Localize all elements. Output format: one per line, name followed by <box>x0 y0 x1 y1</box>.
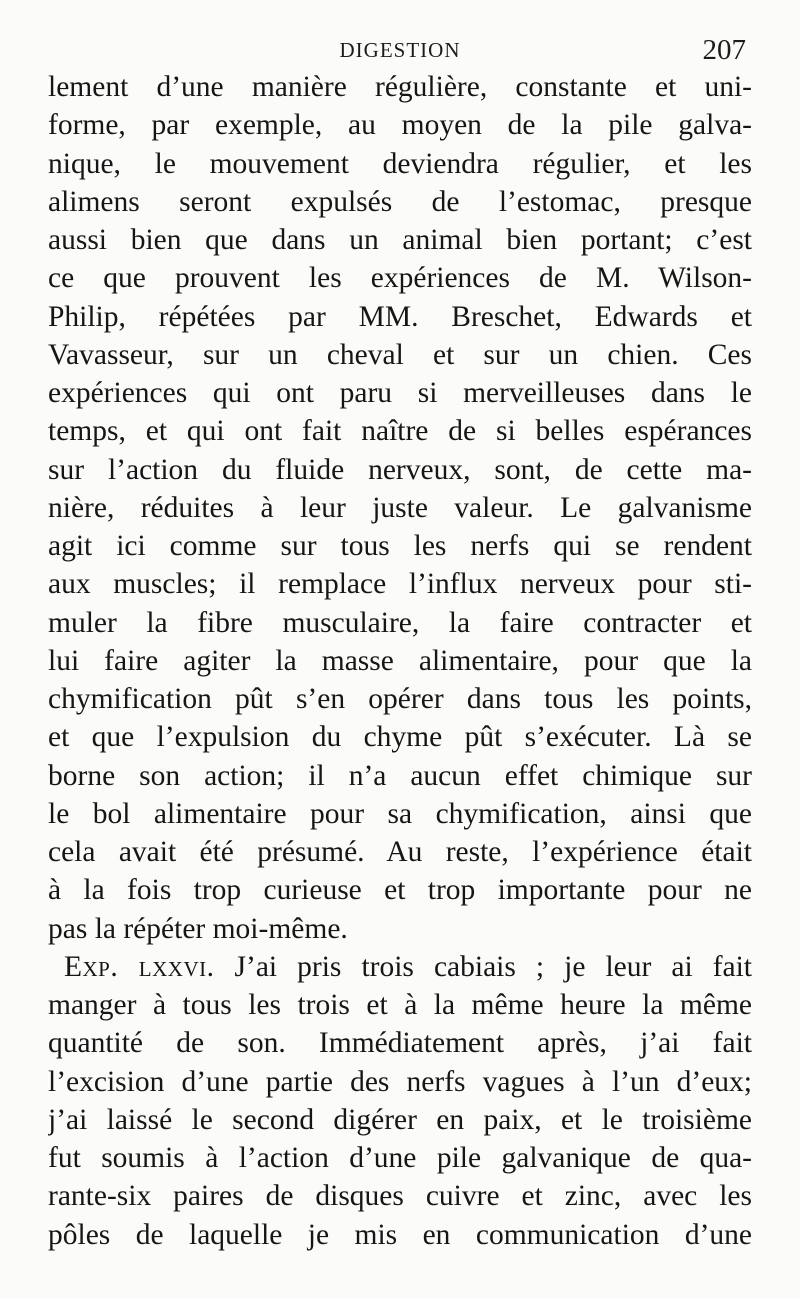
page-number: 207 <box>702 34 746 66</box>
text-line: forme, par exemple, au moyen de la pile galva- <box>48 109 752 142</box>
text-line: pôles de laquelle je mis en communication d’une <box>48 1218 752 1251</box>
text-line: alimens seront expulsés de l’estomac, presque <box>48 185 752 218</box>
text-line: lui faire agiter la masse alimentaire, pour que la <box>48 644 752 677</box>
text-line: nière, réduites à leur juste valeur. Le galvanisme <box>48 491 752 524</box>
text-line: nique, le mouvement deviendra régulier, et les <box>48 147 752 180</box>
body-text <box>48 68 752 1254</box>
experiment-first-line-text: J’ai pris trois cabiais ; je leur ai fait <box>214 950 752 983</box>
text-line: et que l’expulsion du chyme pût s’exécuter. Là se <box>48 721 752 754</box>
experiment-first-line <box>48 948 752 986</box>
text-line: sur l’action du fluide nerveux, sont, de cette ma- <box>48 453 752 486</box>
text-line: lement d’une manière régulière, constante et uni- <box>48 71 752 103</box>
running-title: DIGESTION <box>339 38 461 62</box>
text-line: ce que prouvent les expériences de M. Wilson- <box>48 262 752 295</box>
text-line: temps, et qui ont fait naître de si belles espérances <box>48 415 752 448</box>
text-line: le bol alimentaire pour sa chymification, ainsi que <box>48 797 752 830</box>
text-line: l’excision d’une partie des nerfs vagues à l’un d’eux; <box>48 1065 752 1098</box>
text-line: j’ai laissé le second digérer en paix, et le troisième <box>48 1103 752 1136</box>
experiment-label: Exp. lxxvi. <box>64 950 215 983</box>
text-line: rante-six paires de disques cuivre et zinc, avec les <box>48 1180 752 1213</box>
text-line: Philip, répétées par MM. Breschet, Edwards et <box>48 300 752 333</box>
text-line: muler la fibre musculaire, la faire contracter et <box>48 606 752 639</box>
paragraph-last-line: pas la répéter moi-même. <box>48 912 348 945</box>
text-line: fut soumis à l’action d’une pile galvanique de qua- <box>48 1142 752 1174</box>
text-line: aussi bien que dans un animal bien portant; c’est <box>48 224 752 256</box>
text-line: agit ici comme sur tous les nerfs qui se rendent <box>48 530 752 562</box>
text-line: quantité de son. Immédiatement après, j’ai fait <box>48 1027 752 1060</box>
text-line: manger à tous les trois et à la même heure la même <box>48 989 752 1021</box>
text-line: expériences qui ont paru si merveilleuses dans le <box>48 377 752 409</box>
text-line: à la fois trop curieuse et trop importante pour ne <box>48 874 752 907</box>
text-line: Vavasseur, sur un cheval et sur un chien. Ces <box>48 338 752 371</box>
text-line: cela avait été présumé. Au reste, l’expérience était <box>48 836 752 868</box>
text-line: aux muscles; il remplace l’influx nerveux pour sti- <box>48 568 752 601</box>
running-head <box>48 36 752 66</box>
text-line: chymification pût s’en opérer dans tous les points, <box>48 683 752 715</box>
text-line: borne son action; il n’a aucun effet chimique sur <box>48 759 752 792</box>
